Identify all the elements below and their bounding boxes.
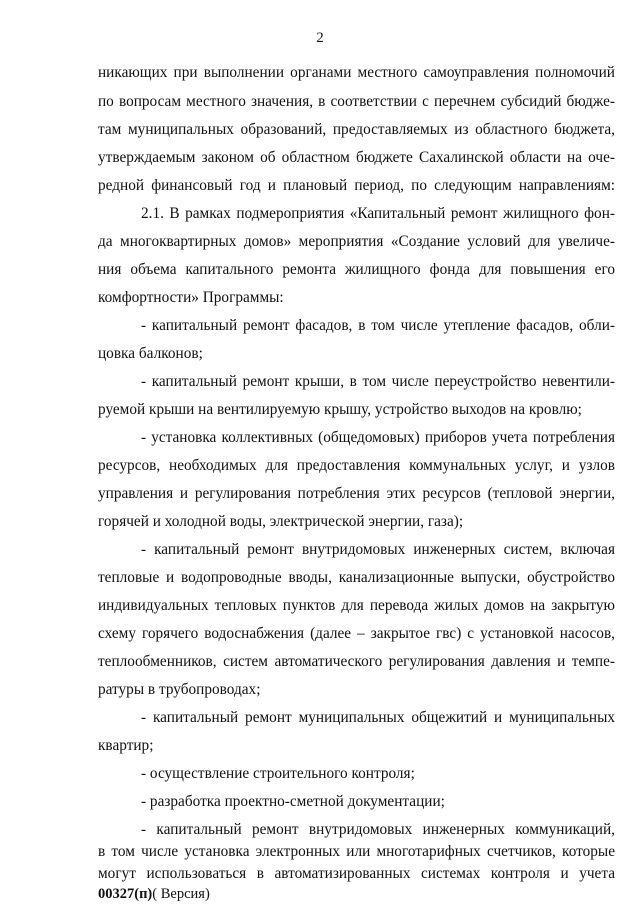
text-line: никающих при выполнении органами местного самоуправления полномочий <box>98 64 615 81</box>
list-item-line: - установка коллективных (общедомовых) приборов учета потребления <box>141 429 615 446</box>
list-item-line: - капитальный ремонт внутридомовых инженерных систем, включая <box>141 541 615 558</box>
document-code: 00327(п) <box>98 886 153 902</box>
list-item-line: - капитальный ремонт фасадов, в том числе утепление фасадов, обли- <box>141 317 615 334</box>
text-line: утверждаемым законом об областном бюджете Сахалинской области на оче- <box>98 149 615 166</box>
list-item-line: - капитальный ремонт муниципальных общежитий и муниципальных <box>141 709 615 726</box>
paragraph-start-line: 2.1. В рамках подмероприятия «Капитальный ремонт жилищного фон- <box>141 205 615 222</box>
document-footer <box>98 886 210 903</box>
text-line: там муниципальных образований, предоставляемых из областного бюджета, <box>98 121 615 138</box>
list-item-line: - осуществление строительного контроля; <box>141 765 415 782</box>
text-line: квартир; <box>98 737 154 754</box>
list-item-line: - капитальный ремонт внутридомовых инженерных коммуникаций, <box>141 821 615 838</box>
text-line: ресурсов, необходимых для предоставления коммунальных услуг, и узлов <box>98 457 615 474</box>
text-line: теплообменников, систем автоматического регулирования давления и темпе- <box>98 653 615 670</box>
text-line: ния объема капитального ремонта жилищного фонда для повышения его <box>98 261 615 278</box>
text-line: в том числе установка электронных или многотарифных счетчиков, которые <box>98 843 615 860</box>
text-line: цовка балконов; <box>98 345 203 362</box>
list-item-line: - капитальный ремонт крыши, в том числе переустройство невентили- <box>141 373 615 390</box>
text-line: схему горячего водоснабжения (далее – закрытое гвс) с установкой насосов, <box>98 625 615 642</box>
text-line: управления и регулирования потребления этих ресурсов (тепловой энергии, <box>98 485 615 502</box>
text-line: редной финансовый год и плановый период, по следующим направлениям: <box>98 177 615 194</box>
text-line: тепловые и водопроводные вводы, канализационные выпуски, обустройство <box>98 569 615 586</box>
text-line: индивидуальных тепловых пунктов для перевода жилых домов на закрытую <box>98 597 615 614</box>
text-line: по вопросам местного значения, в соответствии с перечнем субсидий бюдже- <box>98 93 615 110</box>
text-line: да многоквартирных домов» мероприятия «Создание условий для увеличе- <box>98 233 615 250</box>
text-line: ратуры в трубопроводах; <box>98 681 261 698</box>
page-number: 2 <box>316 30 324 46</box>
text-line: комфортности» Программы: <box>98 289 284 306</box>
document-version: ( Версия) <box>152 886 210 902</box>
text-line: руемой крыши на вентилируемую крышу, устройство выходов на кровлю; <box>98 401 582 418</box>
text-line: могут использоваться в автоматизированных системах контроля и учета <box>98 865 615 882</box>
list-item-line: - разработка проектно-сметной документации; <box>141 793 445 810</box>
text-line: горячей и холодной воды, электрической энергии, газа); <box>98 513 464 530</box>
